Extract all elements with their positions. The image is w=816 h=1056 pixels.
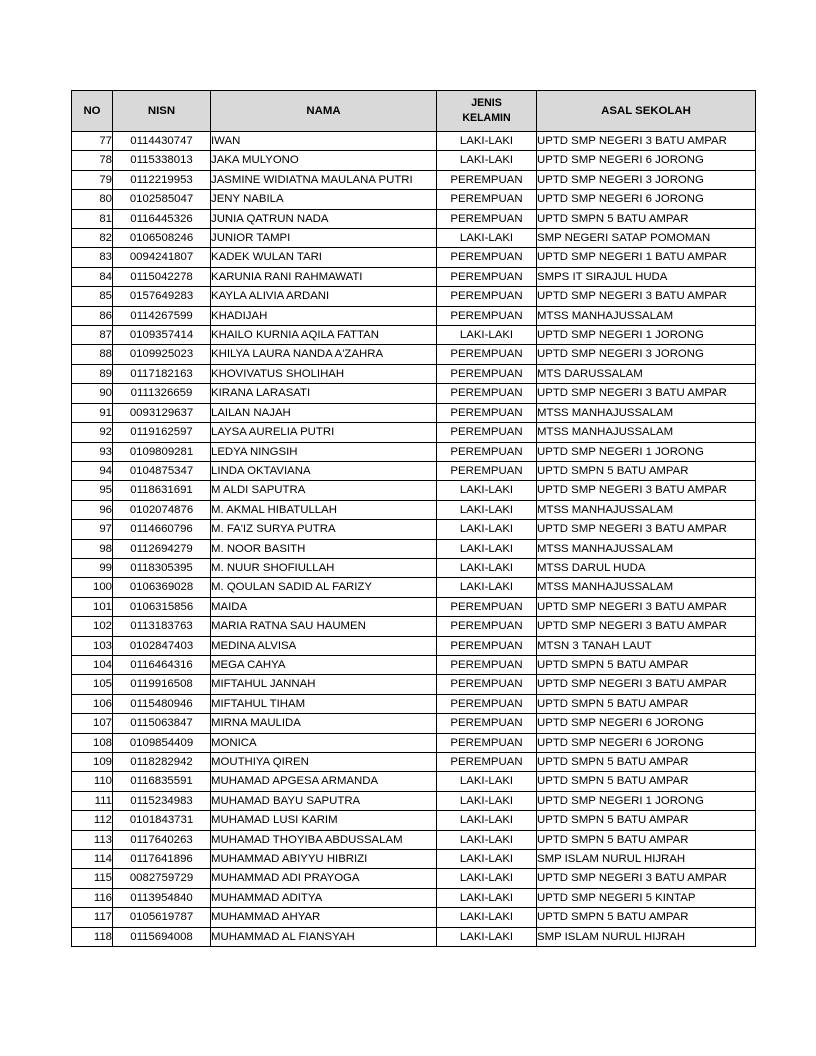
cell-nisn: 0114430747 — [113, 132, 211, 151]
cell-nama: MOUTHIYA QIREN — [211, 753, 437, 772]
cell-nisn: 0118305395 — [113, 558, 211, 577]
cell-asal-sekolah: UPTD SMPN 5 BATU AMPAR — [537, 830, 756, 849]
cell-nisn: 0115480946 — [113, 694, 211, 713]
cell-jenis-kelamin: PEREMPUAN — [437, 170, 537, 189]
cell-jenis-kelamin: PEREMPUAN — [437, 442, 537, 461]
cell-no: 101 — [72, 597, 113, 616]
cell-jenis-kelamin: PEREMPUAN — [437, 306, 537, 325]
table-row — [72, 539, 756, 558]
cell-nama: KIRANA LARASATI — [211, 384, 437, 403]
cell-no: 78 — [72, 151, 113, 170]
cell-no: 109 — [72, 753, 113, 772]
cell-no: 82 — [72, 229, 113, 248]
cell-no: 79 — [72, 170, 113, 189]
table-row — [72, 558, 756, 577]
cell-jenis-kelamin: PEREMPUAN — [437, 753, 537, 772]
cell-asal-sekolah: MTSS MANHAJUSSALAM — [537, 500, 756, 519]
table-row — [72, 714, 756, 733]
cell-asal-sekolah: UPTD SMP NEGERI 6 JORONG — [537, 190, 756, 209]
table-row — [72, 578, 756, 597]
cell-nama: MUHAMMAD AHYAR — [211, 908, 437, 927]
cell-no: 88 — [72, 345, 113, 364]
cell-nama: MUHAMAD BAYU SAPUTRA — [211, 791, 437, 810]
cell-nama: MUHAMAD THOYIBA ABDUSSALAM — [211, 830, 437, 849]
cell-nama: M. QOULAN SADID AL FARIZY — [211, 578, 437, 597]
cell-no: 81 — [72, 209, 113, 228]
cell-jenis-kelamin: PEREMPUAN — [437, 636, 537, 655]
cell-nisn: 0116464316 — [113, 655, 211, 674]
cell-nama: KHADIJAH — [211, 306, 437, 325]
cell-nisn: 0113954840 — [113, 888, 211, 907]
cell-no: 93 — [72, 442, 113, 461]
cell-nama: M. NUUR SHOFIULLAH — [211, 558, 437, 577]
cell-jenis-kelamin: PEREMPUAN — [437, 694, 537, 713]
table-row — [72, 597, 756, 616]
cell-nama: MAIDA — [211, 597, 437, 616]
table-row — [72, 481, 756, 500]
cell-asal-sekolah: UPTD SMP NEGERI 6 JORONG — [537, 733, 756, 752]
table-row — [72, 830, 756, 849]
cell-nama: MIFTAHUL TIHAM — [211, 694, 437, 713]
cell-jenis-kelamin: LAKI-LAKI — [437, 830, 537, 849]
table-row — [72, 655, 756, 674]
table-row — [72, 617, 756, 636]
cell-nama: JENY NABILA — [211, 190, 437, 209]
cell-nisn: 0115338013 — [113, 151, 211, 170]
cell-nama: MEGA CAHYA — [211, 655, 437, 674]
cell-no: 102 — [72, 617, 113, 636]
cell-nisn: 0111326659 — [113, 384, 211, 403]
table-row — [72, 869, 756, 888]
cell-asal-sekolah: MTSN 3 TANAH LAUT — [537, 636, 756, 655]
table-row — [72, 151, 756, 170]
table-row — [72, 403, 756, 422]
cell-asal-sekolah: SMP NEGERI SATAP POMOMAN — [537, 229, 756, 248]
cell-jenis-kelamin: LAKI-LAKI — [437, 888, 537, 907]
cell-asal-sekolah: UPTD SMPN 5 BATU AMPAR — [537, 461, 756, 480]
cell-nisn: 0109809281 — [113, 442, 211, 461]
table-row — [72, 209, 756, 228]
cell-jenis-kelamin: PEREMPUAN — [437, 675, 537, 694]
cell-asal-sekolah: UPTD SMP NEGERI 3 BATU AMPAR — [537, 869, 756, 888]
cell-jenis-kelamin: LAKI-LAKI — [437, 850, 537, 869]
cell-asal-sekolah: MTSS MANHAJUSSALAM — [537, 578, 756, 597]
table-row — [72, 733, 756, 752]
cell-nama: LINDA OKTAVIANA — [211, 461, 437, 480]
cell-no: 113 — [72, 830, 113, 849]
cell-asal-sekolah: MTSS MANHAJUSSALAM — [537, 306, 756, 325]
cell-nama: LAILAN NAJAH — [211, 403, 437, 422]
cell-no: 80 — [72, 190, 113, 209]
cell-nama: MUHAMMAD ABIYYU HIBRIZI — [211, 850, 437, 869]
cell-asal-sekolah: UPTD SMP NEGERI 1 JORONG — [537, 326, 756, 345]
table-row — [72, 267, 756, 286]
table-row — [72, 229, 756, 248]
cell-no: 95 — [72, 481, 113, 500]
cell-no: 83 — [72, 248, 113, 267]
table-row — [72, 384, 756, 403]
cell-nisn: 0115063847 — [113, 714, 211, 733]
cell-asal-sekolah: UPTD SMPN 5 BATU AMPAR — [537, 772, 756, 791]
cell-nisn: 0115694008 — [113, 927, 211, 946]
cell-asal-sekolah: UPTD SMPN 5 BATU AMPAR — [537, 694, 756, 713]
table-row — [72, 500, 756, 519]
cell-jenis-kelamin: PEREMPUAN — [437, 733, 537, 752]
cell-jenis-kelamin: LAKI-LAKI — [437, 772, 537, 791]
cell-nisn: 0112694279 — [113, 539, 211, 558]
table-row — [72, 811, 756, 830]
cell-jenis-kelamin: PEREMPUAN — [437, 617, 537, 636]
cell-asal-sekolah: UPTD SMP NEGERI 1 JORONG — [537, 791, 756, 810]
cell-jenis-kelamin: LAKI-LAKI — [437, 811, 537, 830]
cell-jenis-kelamin: LAKI-LAKI — [437, 927, 537, 946]
cell-asal-sekolah: UPTD SMPN 5 BATU AMPAR — [537, 811, 756, 830]
cell-nisn: 0109357414 — [113, 326, 211, 345]
cell-nisn: 0117641896 — [113, 850, 211, 869]
cell-nama: KHILYA LAURA NANDA A'ZAHRA — [211, 345, 437, 364]
cell-asal-sekolah: UPTD SMP NEGERI 6 JORONG — [537, 714, 756, 733]
cell-nama: MEDINA ALVISA — [211, 636, 437, 655]
cell-nisn: 0117182163 — [113, 364, 211, 383]
cell-no: 103 — [72, 636, 113, 655]
table-row — [72, 190, 756, 209]
cell-no: 90 — [72, 384, 113, 403]
student-table — [71, 90, 756, 947]
cell-nama: MIRNA MAULIDA — [211, 714, 437, 733]
cell-jenis-kelamin: LAKI-LAKI — [437, 229, 537, 248]
column-header-jenis-kelamin-line1: JENIS — [471, 97, 502, 109]
cell-nama: MUHAMMAD ADI PRAYOGA — [211, 869, 437, 888]
cell-nisn: 0118631691 — [113, 481, 211, 500]
cell-nisn: 0117640263 — [113, 830, 211, 849]
column-header-asal-sekolah: ASAL SEKOLAH — [537, 91, 756, 132]
table-row — [72, 132, 756, 151]
cell-no: 117 — [72, 908, 113, 927]
table-row — [72, 694, 756, 713]
cell-jenis-kelamin: LAKI-LAKI — [437, 326, 537, 345]
cell-jenis-kelamin: PEREMPUAN — [437, 655, 537, 674]
table-row — [72, 306, 756, 325]
cell-nisn: 0114660796 — [113, 520, 211, 539]
cell-no: 86 — [72, 306, 113, 325]
table-row — [72, 461, 756, 480]
cell-asal-sekolah: UPTD SMP NEGERI 3 BATU AMPAR — [537, 675, 756, 694]
cell-nama: M. NOOR BASITH — [211, 539, 437, 558]
cell-asal-sekolah: MTSS MANHAJUSSALAM — [537, 403, 756, 422]
cell-nisn: 0102074876 — [113, 500, 211, 519]
cell-nisn: 0105619787 — [113, 908, 211, 927]
cell-nisn: 0157649283 — [113, 287, 211, 306]
cell-jenis-kelamin: PEREMPUAN — [437, 287, 537, 306]
cell-asal-sekolah: SMPS IT SIRAJUL HUDA — [537, 267, 756, 286]
cell-jenis-kelamin: LAKI-LAKI — [437, 539, 537, 558]
cell-nisn: 0104875347 — [113, 461, 211, 480]
cell-asal-sekolah: UPTD SMP NEGERI 3 BATU AMPAR — [537, 287, 756, 306]
cell-jenis-kelamin: LAKI-LAKI — [437, 500, 537, 519]
cell-nama: MONICA — [211, 733, 437, 752]
cell-jenis-kelamin: LAKI-LAKI — [437, 558, 537, 577]
table-row — [72, 442, 756, 461]
cell-jenis-kelamin: PEREMPUAN — [437, 423, 537, 442]
column-header-nama: NAMA — [211, 91, 437, 132]
cell-nama: MUHAMAD APGESA ARMANDA — [211, 772, 437, 791]
cell-jenis-kelamin: PEREMPUAN — [437, 384, 537, 403]
cell-asal-sekolah: UPTD SMPN 5 BATU AMPAR — [537, 655, 756, 674]
cell-no: 77 — [72, 132, 113, 151]
cell-asal-sekolah: UPTD SMP NEGERI 3 JORONG — [537, 345, 756, 364]
cell-nisn: 0106508246 — [113, 229, 211, 248]
cell-jenis-kelamin: LAKI-LAKI — [437, 869, 537, 888]
cell-jenis-kelamin: PEREMPUAN — [437, 364, 537, 383]
cell-no: 104 — [72, 655, 113, 674]
table-row — [72, 927, 756, 946]
table-row — [72, 326, 756, 345]
cell-asal-sekolah: UPTD SMP NEGERI 6 JORONG — [537, 151, 756, 170]
table-row — [72, 888, 756, 907]
cell-jenis-kelamin: PEREMPUAN — [437, 714, 537, 733]
cell-no: 100 — [72, 578, 113, 597]
column-header-jenis-kelamin-line2: KELAMIN — [462, 112, 511, 124]
cell-nisn: 0119162597 — [113, 423, 211, 442]
column-header-no: NO — [72, 91, 113, 132]
cell-no: 92 — [72, 423, 113, 442]
cell-no: 114 — [72, 850, 113, 869]
cell-nisn: 0093129637 — [113, 403, 211, 422]
cell-nisn: 0113183763 — [113, 617, 211, 636]
table-row — [72, 520, 756, 539]
cell-no: 110 — [72, 772, 113, 791]
cell-nisn: 0082759729 — [113, 869, 211, 888]
cell-asal-sekolah: UPTD SMP NEGERI 3 BATU AMPAR — [537, 481, 756, 500]
cell-nama: M ALDI SAPUTRA — [211, 481, 437, 500]
cell-jenis-kelamin: LAKI-LAKI — [437, 791, 537, 810]
cell-nama: KHOVIVATUS SHOLIHAH — [211, 364, 437, 383]
cell-jenis-kelamin: PEREMPUAN — [437, 345, 537, 364]
cell-nama: KHAILO KURNIA AQILA FATTAN — [211, 326, 437, 345]
cell-nisn: 0119916508 — [113, 675, 211, 694]
cell-nama: JUNIA QATRUN NADA — [211, 209, 437, 228]
cell-jenis-kelamin: PEREMPUAN — [437, 248, 537, 267]
cell-nisn: 0112219953 — [113, 170, 211, 189]
cell-nama: KAYLA ALIVIA ARDANI — [211, 287, 437, 306]
cell-no: 111 — [72, 791, 113, 810]
cell-jenis-kelamin: LAKI-LAKI — [437, 151, 537, 170]
cell-nama: JUNIOR TAMPI — [211, 229, 437, 248]
cell-no: 85 — [72, 287, 113, 306]
cell-nama: MUHAMMAD AL FIANSYAH — [211, 927, 437, 946]
cell-jenis-kelamin: PEREMPUAN — [437, 190, 537, 209]
table-row — [72, 772, 756, 791]
table-row — [72, 170, 756, 189]
cell-no: 106 — [72, 694, 113, 713]
cell-nama: MARIA RATNA SAU HAUMEN — [211, 617, 437, 636]
table-body — [72, 132, 756, 947]
table-row — [72, 908, 756, 927]
cell-nama: KADEK WULAN TARI — [211, 248, 437, 267]
cell-asal-sekolah: MTSS DARUL HUDA — [537, 558, 756, 577]
cell-nama: KARUNIA RANI RAHMAWATI — [211, 267, 437, 286]
table-row — [72, 675, 756, 694]
cell-no: 97 — [72, 520, 113, 539]
cell-nisn: 0102847403 — [113, 636, 211, 655]
cell-nama: JAKA MULYONO — [211, 151, 437, 170]
cell-nisn: 0116445326 — [113, 209, 211, 228]
table-row — [72, 791, 756, 810]
cell-asal-sekolah: UPTD SMP NEGERI 3 BATU AMPAR — [537, 384, 756, 403]
table-row — [72, 345, 756, 364]
table-row — [72, 287, 756, 306]
cell-nisn: 0115234983 — [113, 791, 211, 810]
cell-nisn: 0109925023 — [113, 345, 211, 364]
cell-asal-sekolah: UPTD SMP NEGERI 5 KINTAP — [537, 888, 756, 907]
cell-asal-sekolah: SMP ISLAM NURUL HIJRAH — [537, 850, 756, 869]
cell-asal-sekolah: UPTD SMP NEGERI 3 BATU AMPAR — [537, 617, 756, 636]
cell-asal-sekolah: MTSS MANHAJUSSALAM — [537, 539, 756, 558]
cell-jenis-kelamin: PEREMPUAN — [437, 267, 537, 286]
cell-no: 107 — [72, 714, 113, 733]
cell-asal-sekolah: UPTD SMPN 5 BATU AMPAR — [537, 209, 756, 228]
cell-nisn: 0116835591 — [113, 772, 211, 791]
column-header-nisn: NISN — [113, 91, 211, 132]
cell-no: 87 — [72, 326, 113, 345]
cell-jenis-kelamin: LAKI-LAKI — [437, 132, 537, 151]
cell-asal-sekolah: UPTD SMPN 5 BATU AMPAR — [537, 908, 756, 927]
cell-nama: LAYSA AURELIA PUTRI — [211, 423, 437, 442]
cell-no: 118 — [72, 927, 113, 946]
cell-asal-sekolah: UPTD SMP NEGERI 1 JORONG — [537, 442, 756, 461]
cell-no: 112 — [72, 811, 113, 830]
cell-asal-sekolah: SMP ISLAM NURUL HIJRAH — [537, 927, 756, 946]
cell-nisn: 0106315856 — [113, 597, 211, 616]
cell-asal-sekolah: UPTD SMP NEGERI 1 BATU AMPAR — [537, 248, 756, 267]
cell-jenis-kelamin: PEREMPUAN — [437, 597, 537, 616]
cell-asal-sekolah: MTS DARUSSALAM — [537, 364, 756, 383]
table-row — [72, 753, 756, 772]
cell-nisn: 0109854409 — [113, 733, 211, 752]
column-header-jenis-kelamin — [437, 91, 537, 132]
cell-nisn: 0114267599 — [113, 306, 211, 325]
cell-no: 96 — [72, 500, 113, 519]
cell-no: 115 — [72, 869, 113, 888]
cell-no: 98 — [72, 539, 113, 558]
cell-asal-sekolah: MTSS MANHAJUSSALAM — [537, 423, 756, 442]
cell-no: 108 — [72, 733, 113, 752]
cell-no: 116 — [72, 888, 113, 907]
cell-nisn: 0094241807 — [113, 248, 211, 267]
table-row — [72, 850, 756, 869]
cell-jenis-kelamin: PEREMPUAN — [437, 209, 537, 228]
table-header-row — [72, 91, 756, 132]
cell-nama: M. AKMAL HIBATULLAH — [211, 500, 437, 519]
cell-asal-sekolah: UPTD SMPN 5 BATU AMPAR — [537, 753, 756, 772]
cell-nisn: 0101843731 — [113, 811, 211, 830]
cell-nisn: 0106369028 — [113, 578, 211, 597]
table-row — [72, 636, 756, 655]
cell-nama: JASMINE WIDIATNA MAULANA PUTRI — [211, 170, 437, 189]
cell-nama: LEDYA NINGSIH — [211, 442, 437, 461]
cell-jenis-kelamin: LAKI-LAKI — [437, 908, 537, 927]
cell-nama: MIFTAHUL JANNAH — [211, 675, 437, 694]
cell-no: 84 — [72, 267, 113, 286]
table-row — [72, 364, 756, 383]
cell-jenis-kelamin: LAKI-LAKI — [437, 520, 537, 539]
cell-asal-sekolah: UPTD SMP NEGERI 3 BATU AMPAR — [537, 520, 756, 539]
cell-nisn: 0118282942 — [113, 753, 211, 772]
cell-no: 99 — [72, 558, 113, 577]
cell-asal-sekolah: UPTD SMP NEGERI 3 BATU AMPAR — [537, 132, 756, 151]
cell-no: 105 — [72, 675, 113, 694]
cell-nama: MUHAMAD LUSI KARIM — [211, 811, 437, 830]
cell-jenis-kelamin: LAKI-LAKI — [437, 481, 537, 500]
cell-jenis-kelamin: LAKI-LAKI — [437, 578, 537, 597]
table-row — [72, 248, 756, 267]
cell-nisn: 0115042278 — [113, 267, 211, 286]
table-row — [72, 423, 756, 442]
cell-nama: IWAN — [211, 132, 437, 151]
cell-nisn: 0102585047 — [113, 190, 211, 209]
cell-no: 91 — [72, 403, 113, 422]
cell-nama: M. FA'IZ SURYA PUTRA — [211, 520, 437, 539]
cell-no: 94 — [72, 461, 113, 480]
cell-jenis-kelamin: PEREMPUAN — [437, 403, 537, 422]
cell-asal-sekolah: UPTD SMP NEGERI 3 BATU AMPAR — [537, 597, 756, 616]
cell-jenis-kelamin: PEREMPUAN — [437, 461, 537, 480]
cell-asal-sekolah: UPTD SMP NEGERI 3 JORONG — [537, 170, 756, 189]
cell-nama: MUHAMMAD ADITYA — [211, 888, 437, 907]
cell-no: 89 — [72, 364, 113, 383]
